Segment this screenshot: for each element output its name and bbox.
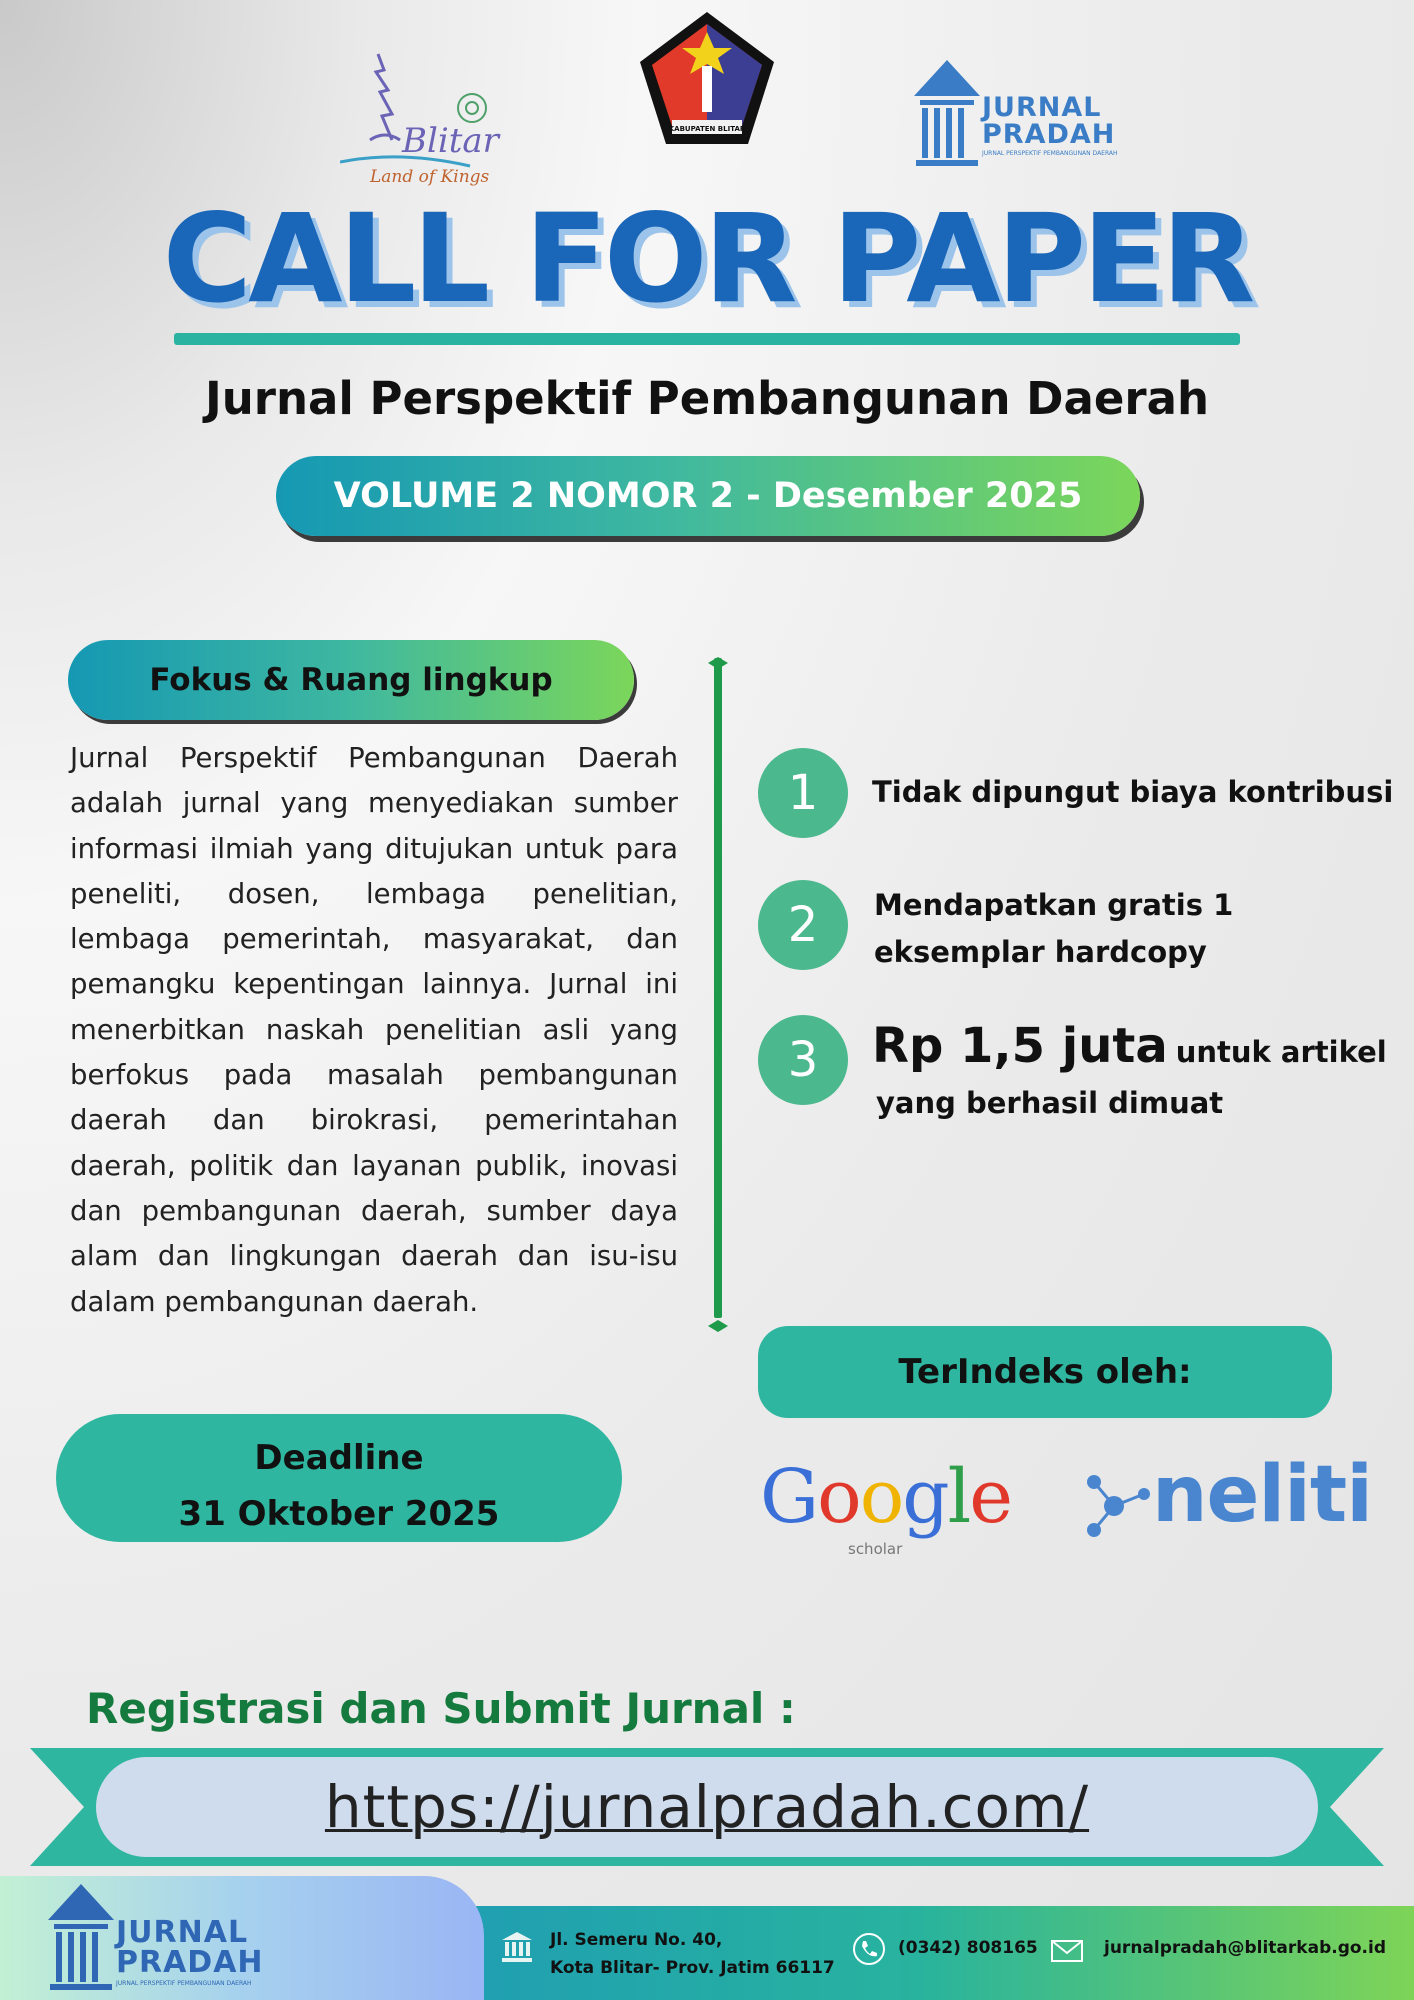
benefit-number-2: 2	[758, 880, 848, 970]
focus-description: Jurnal Perspektif Pembangunan Daerah adalah jurnal yang menyediakan sumber informasi ilmiah yang ditujukan untuk para peneliti, dosen, lembaga penelitian, lembaga pemerintah, masyarakat, dan pemangku kepentingan lainnya. Jurnal ini menerbitkan naskah penelitian asli yang berfokus pada masalah pembangunan daerah dan birokrasi, pemerintahan daerah, politik dan layanan publik, inovasi dan pembangunan daerah, sumber daya alam dan lingkungan daerah dan isu-isu dalam pembangunan daerah.	[70, 742, 678, 1318]
deadline-label: Deadline	[254, 1438, 424, 1478]
gs-letter: l	[947, 1454, 970, 1540]
url-box	[96, 1757, 1318, 1857]
pradah-logo-line2: PRADAH	[982, 119, 1116, 150]
gs-letter: o	[817, 1454, 860, 1540]
indexed-heading: TerIndeks oleh:	[758, 1326, 1332, 1418]
registration-link[interactable]: https://jurnalpradah.com/	[324, 1773, 1090, 1841]
footer-logo-tagline: JURNAL PERSPEKTIF PEMBANGUNAN DAERAH	[116, 1980, 252, 1987]
footer-address	[550, 1926, 835, 1982]
focus-heading: Fokus & Ruang lingkup	[68, 640, 634, 720]
neliti-word: neliti	[1152, 1450, 1372, 1540]
deadline-badge	[56, 1414, 622, 1542]
benefit-amount: Rp 1,5 juta	[872, 1018, 1168, 1074]
kabupaten-blitar-emblem	[636, 10, 778, 148]
pradah-logo-tagline: JURNAL PERSPEKTIF PEMBANGUNAN DAERAH	[982, 150, 1118, 157]
deadline-date: 31 Oktober 2025	[178, 1494, 500, 1534]
vertical-divider	[714, 658, 722, 1318]
google-scholar-logo	[760, 1454, 1020, 1560]
volume-badge: VOLUME 2 NOMOR 2 - Desember 2025	[276, 456, 1140, 536]
benefit-text-3	[872, 1018, 1387, 1074]
journal-name: Jurnal Perspektif Pembangunan Daerah	[205, 372, 1209, 425]
divider-bottom-cap	[706, 1318, 730, 1334]
google-scholar-word	[760, 1454, 1020, 1540]
page-title: CALL FOR PAPER	[162, 188, 1252, 330]
address-line-2: Kota Blitar- Prov. Jatim 66117	[550, 1958, 835, 1978]
blitar-logo-text: Blitar	[402, 121, 499, 161]
mail-icon	[1050, 1934, 1084, 1968]
gs-letter: g	[902, 1454, 948, 1540]
google-scholar-sub: scholar	[848, 1540, 903, 1558]
benefit-number-1: 1	[758, 748, 848, 838]
blitar-land-of-kings-logo	[340, 50, 510, 190]
neliti-logo	[1082, 1450, 1372, 1552]
footer-logo-line2: PRADAH	[116, 1945, 264, 1980]
building-icon	[500, 1930, 534, 1964]
pradah-logo-line1: JURNAL	[982, 92, 1102, 123]
jurnal-pradah-logo	[912, 58, 1142, 170]
gs-letter: o	[859, 1454, 903, 1540]
divider-top-cap	[706, 655, 730, 671]
blitar-logo-tagline: Land of Kings	[370, 167, 490, 187]
neliti-network-icon	[1082, 1468, 1152, 1548]
footer-jurnal-pradah-logo	[46, 1882, 296, 1994]
benefit-text-2: Mendapatkan gratis 1 eksemplar hardcopy	[874, 888, 1234, 969]
kabupaten-logo-text: KABUPATEN BLITAR	[668, 125, 746, 133]
footer-email[interactable]: jurnalpradah@blitarkab.go.id	[1104, 1938, 1386, 1958]
benefit-text-1: Tidak dipungut biaya kontribusi	[872, 775, 1394, 809]
benefit-number-3: 3	[758, 1015, 848, 1105]
footer-phone[interactable]: (0342) 808165	[898, 1938, 1038, 1958]
benefit-text-3-part2: yang berhasil dimuat	[876, 1086, 1224, 1120]
benefit-text-3-part1: untuk artikel	[1175, 1035, 1387, 1069]
title-underline	[174, 333, 1240, 345]
footer-logo-line1: JURNAL	[116, 1915, 249, 1950]
registration-label: Registrasi dan Submit Jurnal :	[86, 1684, 796, 1733]
gs-letter: G	[760, 1454, 818, 1540]
phone-icon	[852, 1932, 886, 1966]
address-line-1: Jl. Semeru No. 40,	[550, 1930, 723, 1950]
gs-letter: e	[969, 1454, 1012, 1540]
